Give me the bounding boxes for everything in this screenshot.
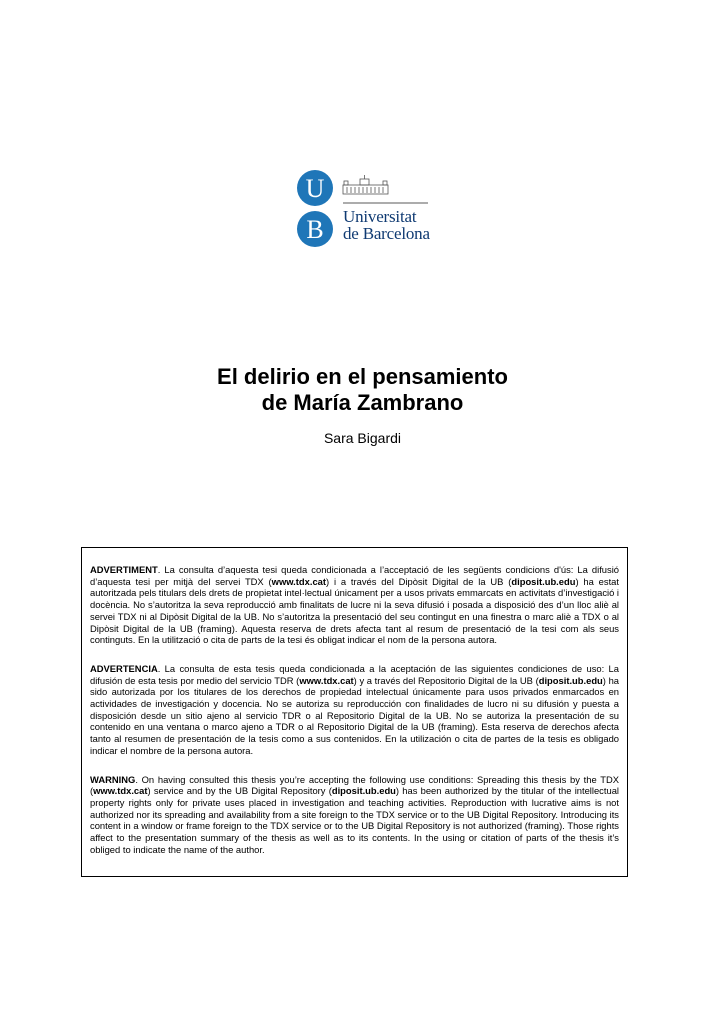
notice-english-link-tdx[interactable]: www.tdx.cat [93,785,148,797]
logo-line-2: de Barcelona [343,224,430,243]
notice-spanish-link-tdx[interactable]: www.tdx.cat [299,674,354,686]
building-icon [343,175,388,194]
notice-catalan-label: ADVERTIMENT [90,564,158,575]
notice-english [90,774,619,856]
usage-notice-box [81,547,628,877]
university-logo [296,168,436,252]
notice-catalan-link-tdx[interactable]: www.tdx.cat [271,575,327,587]
notice-spanish-label: ADVERTENCIA [90,662,158,674]
logo-letter-b: B [306,215,324,244]
logo-line-1: Universitat [343,207,417,226]
notice-spanish-text-3: ) ha sido autorizada por los titulares de los derechos de propiedad intelectual únicamente para usos privados enmarcados en actividades de investigación y docencia. No se autoriza su reproducción con finalidades de lucro ni su difusión y puesta a disposición desde un sitio ajeno al servicio TDR o al Repositorio Digital de la UB. No se autoriza la presentación de su contenido en una ventana o marco ajeno a TDR o al Repositorio Digital de la UB (framing). Esta reserva de derechos afecta tanto al resumen de presentación de la tesis como a sus contenidos. En la utilización o cita de partes de la tesis es obligado indicar el nombre de la persona autora. [90,674,619,756]
notice-spanish-link-diposit[interactable]: diposit.ub.edu [538,674,603,686]
notice-spanish-text-1: . La consulta de esta tesis queda condicionada a la aceptación de las siguientes condiciones de uso: La difusión de esta tesis por medio del servicio TDR ( [90,662,619,686]
logo-wordmark [343,208,430,242]
notice-english-text-3: ) has been authorized by the titular of the intellectual property rights only for private uses placed in investigation and teaching activities. Reproduction with lucrative aims is not authorized nor its spreading and availability from a site foreign to the TDX service or to the UB Digital Repository. Introducing its content in a window or frame foreign to the TDX service or to the UB Digital Repository is not authorized (framing). Those rights affect to the presentation summary of the thesis as well as to its contents. In the using or citation of parts of the thesis it’s obliged to indicate the name of the author. [90,785,619,855]
notice-english-link-diposit[interactable]: diposit.ub.edu [331,785,396,797]
notice-spanish-text-2: ) y a través del Repositorio Digital de la UB ( [353,674,539,686]
notice-catalan-text-2: ) i a través del Dipòsit Digital de la UB ( [326,575,512,587]
thesis-title [0,364,725,416]
title-line-2: de María Zambrano [261,390,464,415]
notice-english-label: WARNING [90,773,136,785]
notice-catalan-text-3: ) ha estat autoritzada pels titulars dels drets de propietat intel·lectual únicament per a usos privats emmarcats en activitats d’investigació i docència. No s’autoritza la seva reproducció amb finalitats de lucre ni la seva difusió i posada a disposició des d’un lloc aliè al servei TDX ni al Dipòsit Digital de la UB. No s’autoritza la presentació del seu contingut en una finestra o marc aliè a TDX o al Dipòsit Digital de la UB (framing). Aquesta reserva de drets afecta tant al resum de presentació de la tesi com als seus continguts. En la utilització o cita de parts de la tesi és obligat indicar el nom de la persona autora. [90,575,619,646]
title-line-1: El delirio en el pensamiento [217,364,508,389]
notice-spanish [90,663,619,757]
notice-english-text-1: . On having consulted this thesis you’re accepting the following use conditions: Spreading this thesis by the TDX ( [90,773,619,797]
notice-catalan-text-1: . La consulta d’aquesta tesi queda condicionada a l’acceptació de les següents condicions d'ús: La difusió d’aquesta tesi per mitjà del servei TDX ( [90,564,619,587]
notice-english-text-2: ) service and by the UB Digital Repository ( [147,785,332,797]
notice-catalan [90,564,619,646]
author-name: Sara Bigardi [323,430,402,446]
logo-letter-u: U [305,174,325,203]
notice-catalan-link-diposit[interactable]: diposit.ub.edu [511,575,576,587]
